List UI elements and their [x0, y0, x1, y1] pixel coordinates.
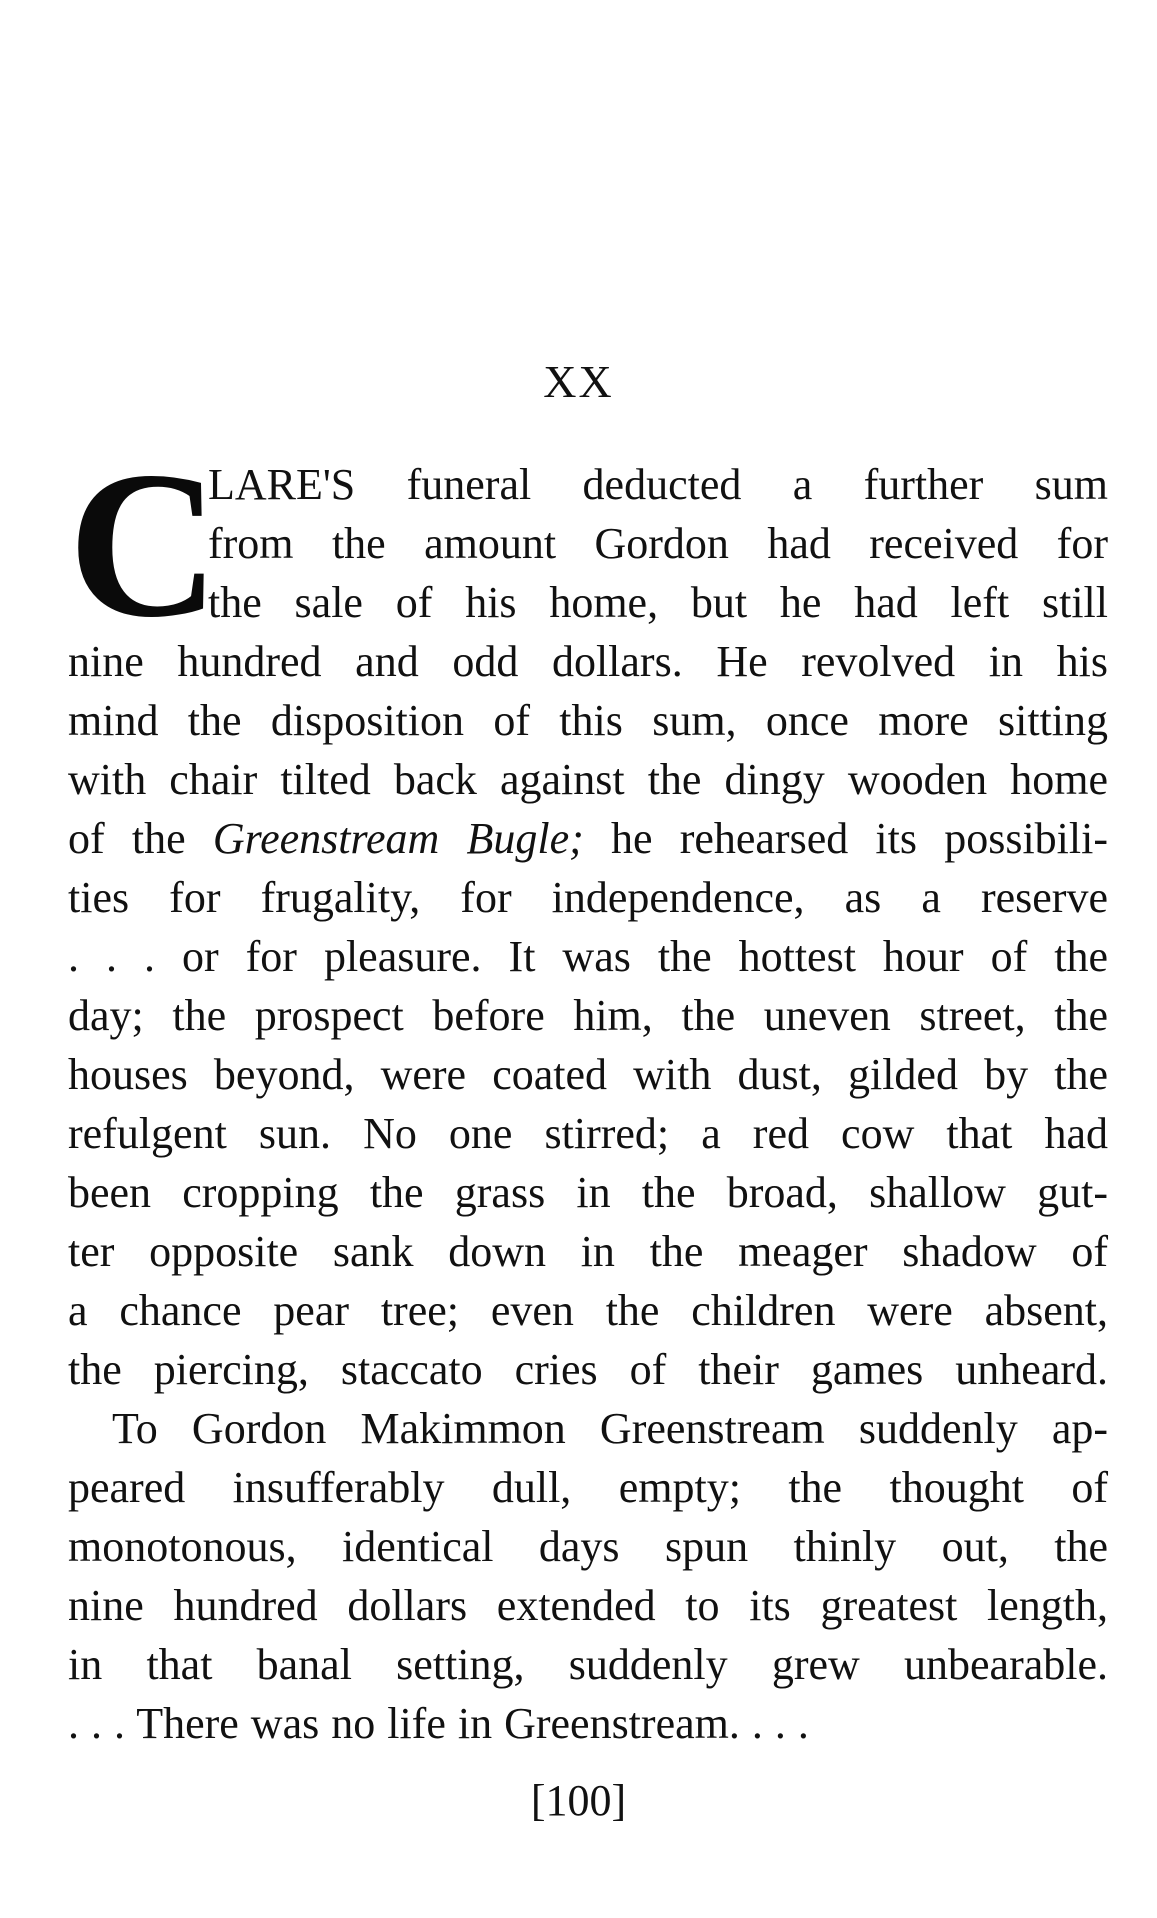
text-line: To Gordon Makimmon Greenstream suddenly ap-: [112, 1404, 1108, 1453]
text-line: a chance pear tree; even the children were absent,: [68, 1286, 1108, 1335]
chapter-heading: XX: [543, 356, 614, 407]
text-line: from the amount Gordon had received for: [208, 519, 1108, 568]
drop-cap: C: [68, 429, 220, 661]
newspaper-title: Greenstream Bugle;: [212, 814, 584, 863]
text-line: houses beyond, were coated with dust, gilded by the: [68, 1050, 1108, 1099]
text-line: ties for frugality, for independence, as a reserve: [68, 873, 1108, 922]
text-line: in that banal setting, suddenly grew unbearable.: [68, 1640, 1108, 1689]
text-line: . . . There was no life in Greenstream. . . .: [68, 1699, 809, 1748]
text-line: peared insufferably dull, empty; the thought of: [68, 1463, 1108, 1512]
text-line: [68, 809, 1108, 868]
page-number: [100]: [530, 1776, 627, 1825]
text-fragment: of the: [68, 814, 213, 863]
text-line: nine hundred and odd dollars. He revolved in his: [68, 637, 1108, 686]
text-line: ter opposite sank down in the meager shadow of: [68, 1227, 1108, 1276]
text-line: refulgent sun. No one stirred; a red cow that had: [68, 1109, 1108, 1158]
body-text: [68, 429, 1109, 1753]
text-line: day; the prospect before him, the uneven street, the: [68, 991, 1108, 1040]
text-line: monotonous, identical days spun thinly out, the: [68, 1522, 1108, 1571]
text-fragment: he rehearsed its possibili-: [583, 814, 1109, 863]
text-line: with chair tilted back against the dingy wooden home: [68, 755, 1108, 804]
text-line: been cropping the grass in the broad, shallow gut-: [68, 1168, 1108, 1217]
text-line: nine hundred dollars extended to its greatest length,: [68, 1581, 1108, 1630]
text-line: mind the disposition of this sum, once more sitting: [68, 696, 1108, 745]
text-line: . . . or for pleasure. It was the hottest hour of the: [68, 932, 1108, 981]
text-line: the sale of his home, but he had left still: [208, 578, 1108, 627]
text-line: the piercing, staccato cries of their games unheard.: [68, 1345, 1108, 1394]
text-line: LARE'S funeral deducted a further sum: [208, 460, 1108, 509]
